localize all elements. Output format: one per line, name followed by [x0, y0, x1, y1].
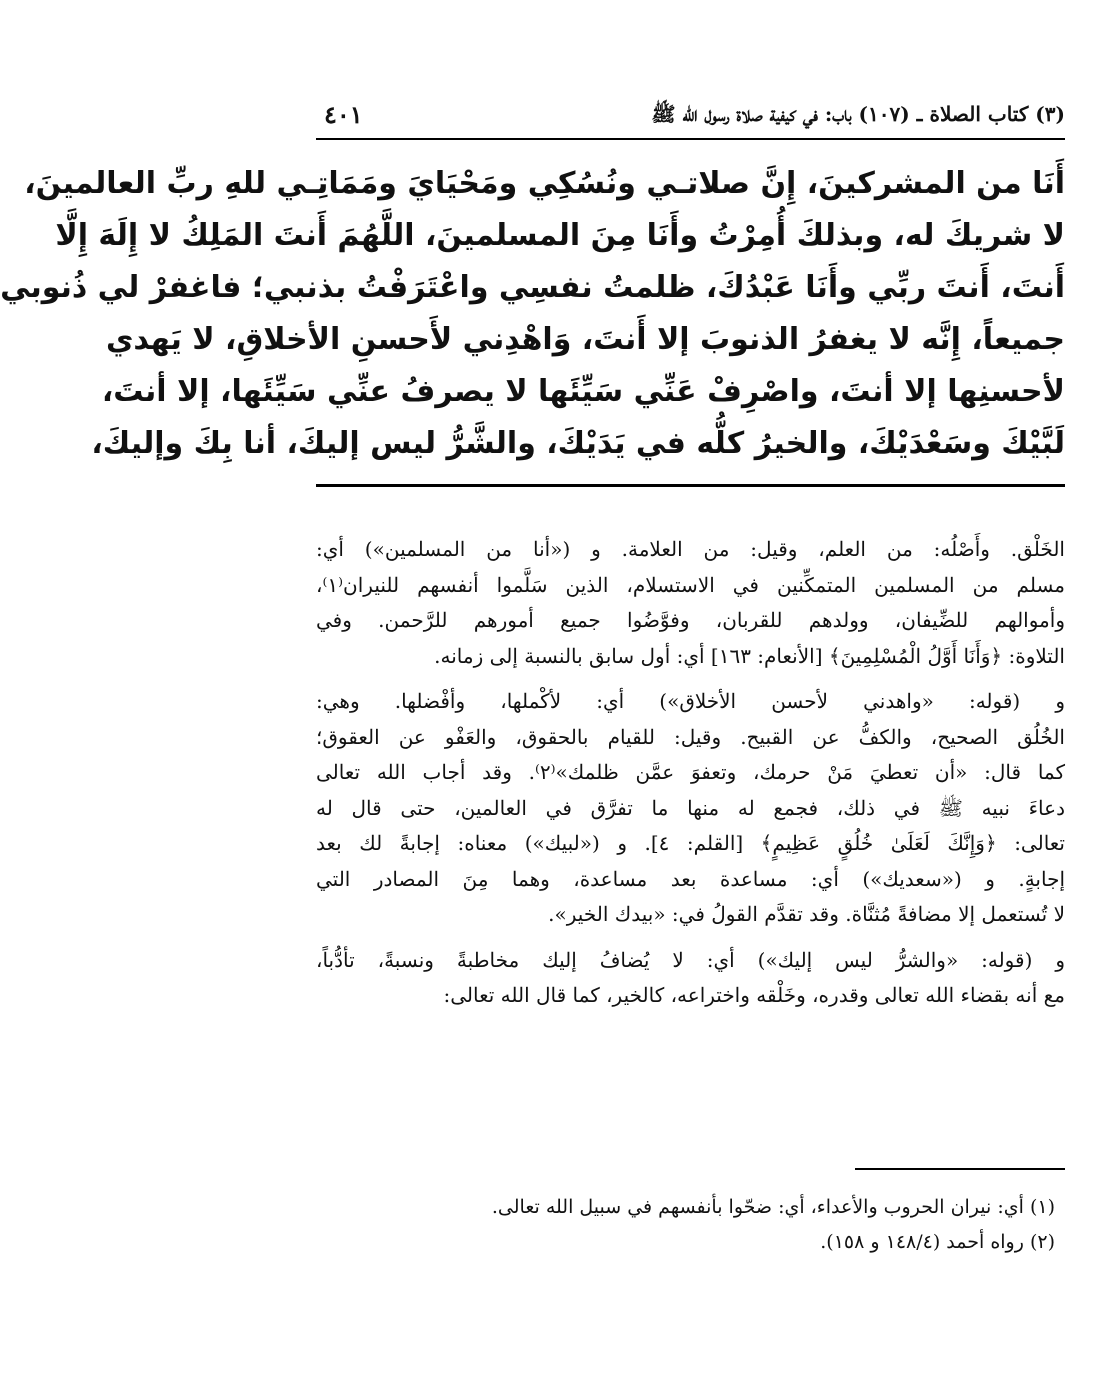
running-title: (٣) كتاب الصلاة ـ (١٠٧) باب: في كيفية صلاة رسول الله ﷺ: [651, 102, 1065, 126]
commentary-paragraph: [316, 943, 1065, 1014]
footnote-divider: [855, 1168, 1065, 1170]
commentary-line: و (قوله: «والشرُّ ليس إليك») أي: لا يُضافُ إليك مخاطبةً ونسبةً، تأدُّباً،: [316, 947, 1065, 972]
commentary-line: كما قال: «أن تعطيَ مَنْ حرمك، وتعفوَ عمَّن ظلمك»⁽٢⁾. وقد أجاب الله تعالى: [316, 760, 1065, 784]
commentary-line: تعالى: ﴿وَإِنَّكَ لَعَلَىٰ خُلُقٍ عَظِيمٍ﴾ [القلم: ٤]. و («لبيك») معناه: إجابةً لك بعد: [316, 831, 1066, 855]
footnotes: [316, 1190, 1055, 1260]
commentary-line: لا تُستعمل إلا مضافةً مُثنَّاة. وقد تقدَّم القولُ في: «بيدك الخير».: [548, 902, 1065, 926]
commentary-line: التلاوة: ﴿وَأَنَا أَوَّلُ الْمُسْلِمِينَ﴾ [الأنعام: ١٦٣] أي: أول سابق بالنسبة إلى زمانه.: [434, 643, 1065, 668]
commentary-line: إجابةٍ. و («سعديك») أي: مساعدة بعد مساعدة، وهما مِنَ المصادر التي: [316, 866, 1065, 891]
hadith-line: لا شريكَ له، وبذلكَ أُمِرْتُ وأَنَا مِنَ المسلمينَ، اللَّهُمَ أَنتَ المَلِكُ لا إِلَهَ إِلَّا: [55, 218, 1065, 253]
commentary: [316, 532, 1065, 1014]
commentary-line: دعاءَ نبيه ﷺ في ذلك، فجمع له منها ما تفرَّق في العالمين، حتى قال له: [316, 795, 1065, 820]
commentary-line: مسلم من المسلمين المتمكِّنين في الاستسلام، الذين سَلَّموا أنفسهم للنيران⁽١⁾،: [316, 572, 1065, 597]
hadith-line: أَنتَ، أَنتَ ربِّي وأَنَا عَبْدُكَ، ظلمتُ نفسِي واعْتَرَفْتُ بذنبي؛ فاغفرْ لي ذُنوبي: [0, 270, 1065, 305]
hadith-line: أَنَا من المشركينَ، إِنَّ صلاتـي ونُسُكِي ومَحْيَايَ ومَمَاتِـي للهِ ربِّ العالمينَ،: [24, 166, 1065, 201]
footnote: (١) أي: نيران الحروب والأعداء، أي: ضحّوا بأنفسهم في سبيل الله تعالى.: [491, 1196, 1055, 1218]
section-divider: [316, 484, 1065, 487]
hadith-text: [0, 158, 1065, 470]
commentary-line: الخَلْق. وأَصْلُه: من العلم، وقيل: من العلامة. و («أنا من المسلمين») أي:: [316, 537, 1065, 561]
commentary-line: و (قوله: «واهدني لأحسن الأخلاق») أي: لأكْملها، وأفْضلها. وهي:: [316, 689, 1065, 713]
commentary-paragraph: [316, 684, 1065, 933]
commentary-paragraph: [316, 532, 1065, 674]
page-number: ٤٠١: [324, 100, 363, 129]
footnote: (٢) رواه أحمد (١٤٨/٤ و ١٥٨).: [820, 1231, 1055, 1253]
hadith-line: لَبَّيْكَ وسَعْدَيْكَ، والخيرُ كلُّه في يَدَيْكَ، والشَّرُّ ليس إليكَ، أنا بِكَ وإليكَ،: [91, 426, 1065, 461]
page-header: [316, 98, 1065, 140]
hadith-line: جميعاً، إِنَّه لا يغفرُ الذنوبَ إلا أَنتَ، وَاهْدِني لأَحسنِ الأخلاقِ، لا يَهدي: [105, 322, 1065, 357]
commentary-line: مع أنه بقضاء الله تعالى وقدره، وخَلْقه واختراعه، كالخير، كما قال الله تعالى:: [443, 983, 1065, 1007]
commentary-line: وأموالهم للضِّيفان، وولدهم للقربان، وفوَّضُوا جميع أمورهم للرَّحمن. وفي: [316, 608, 1065, 632]
commentary-line: الخُلُق الصحيح، والكفُّ عن القبيح. وقيل: للقيام بالحقوق، والعَفْو عن العقوق؛: [316, 724, 1065, 749]
hadith-line: لأحسنِها إلا أنتَ، واصْرِفْ عَنِّي سَيِّئَها لا يصرفُ عنِّي سَيِّئَها، إلا أنتَ،: [101, 374, 1065, 409]
